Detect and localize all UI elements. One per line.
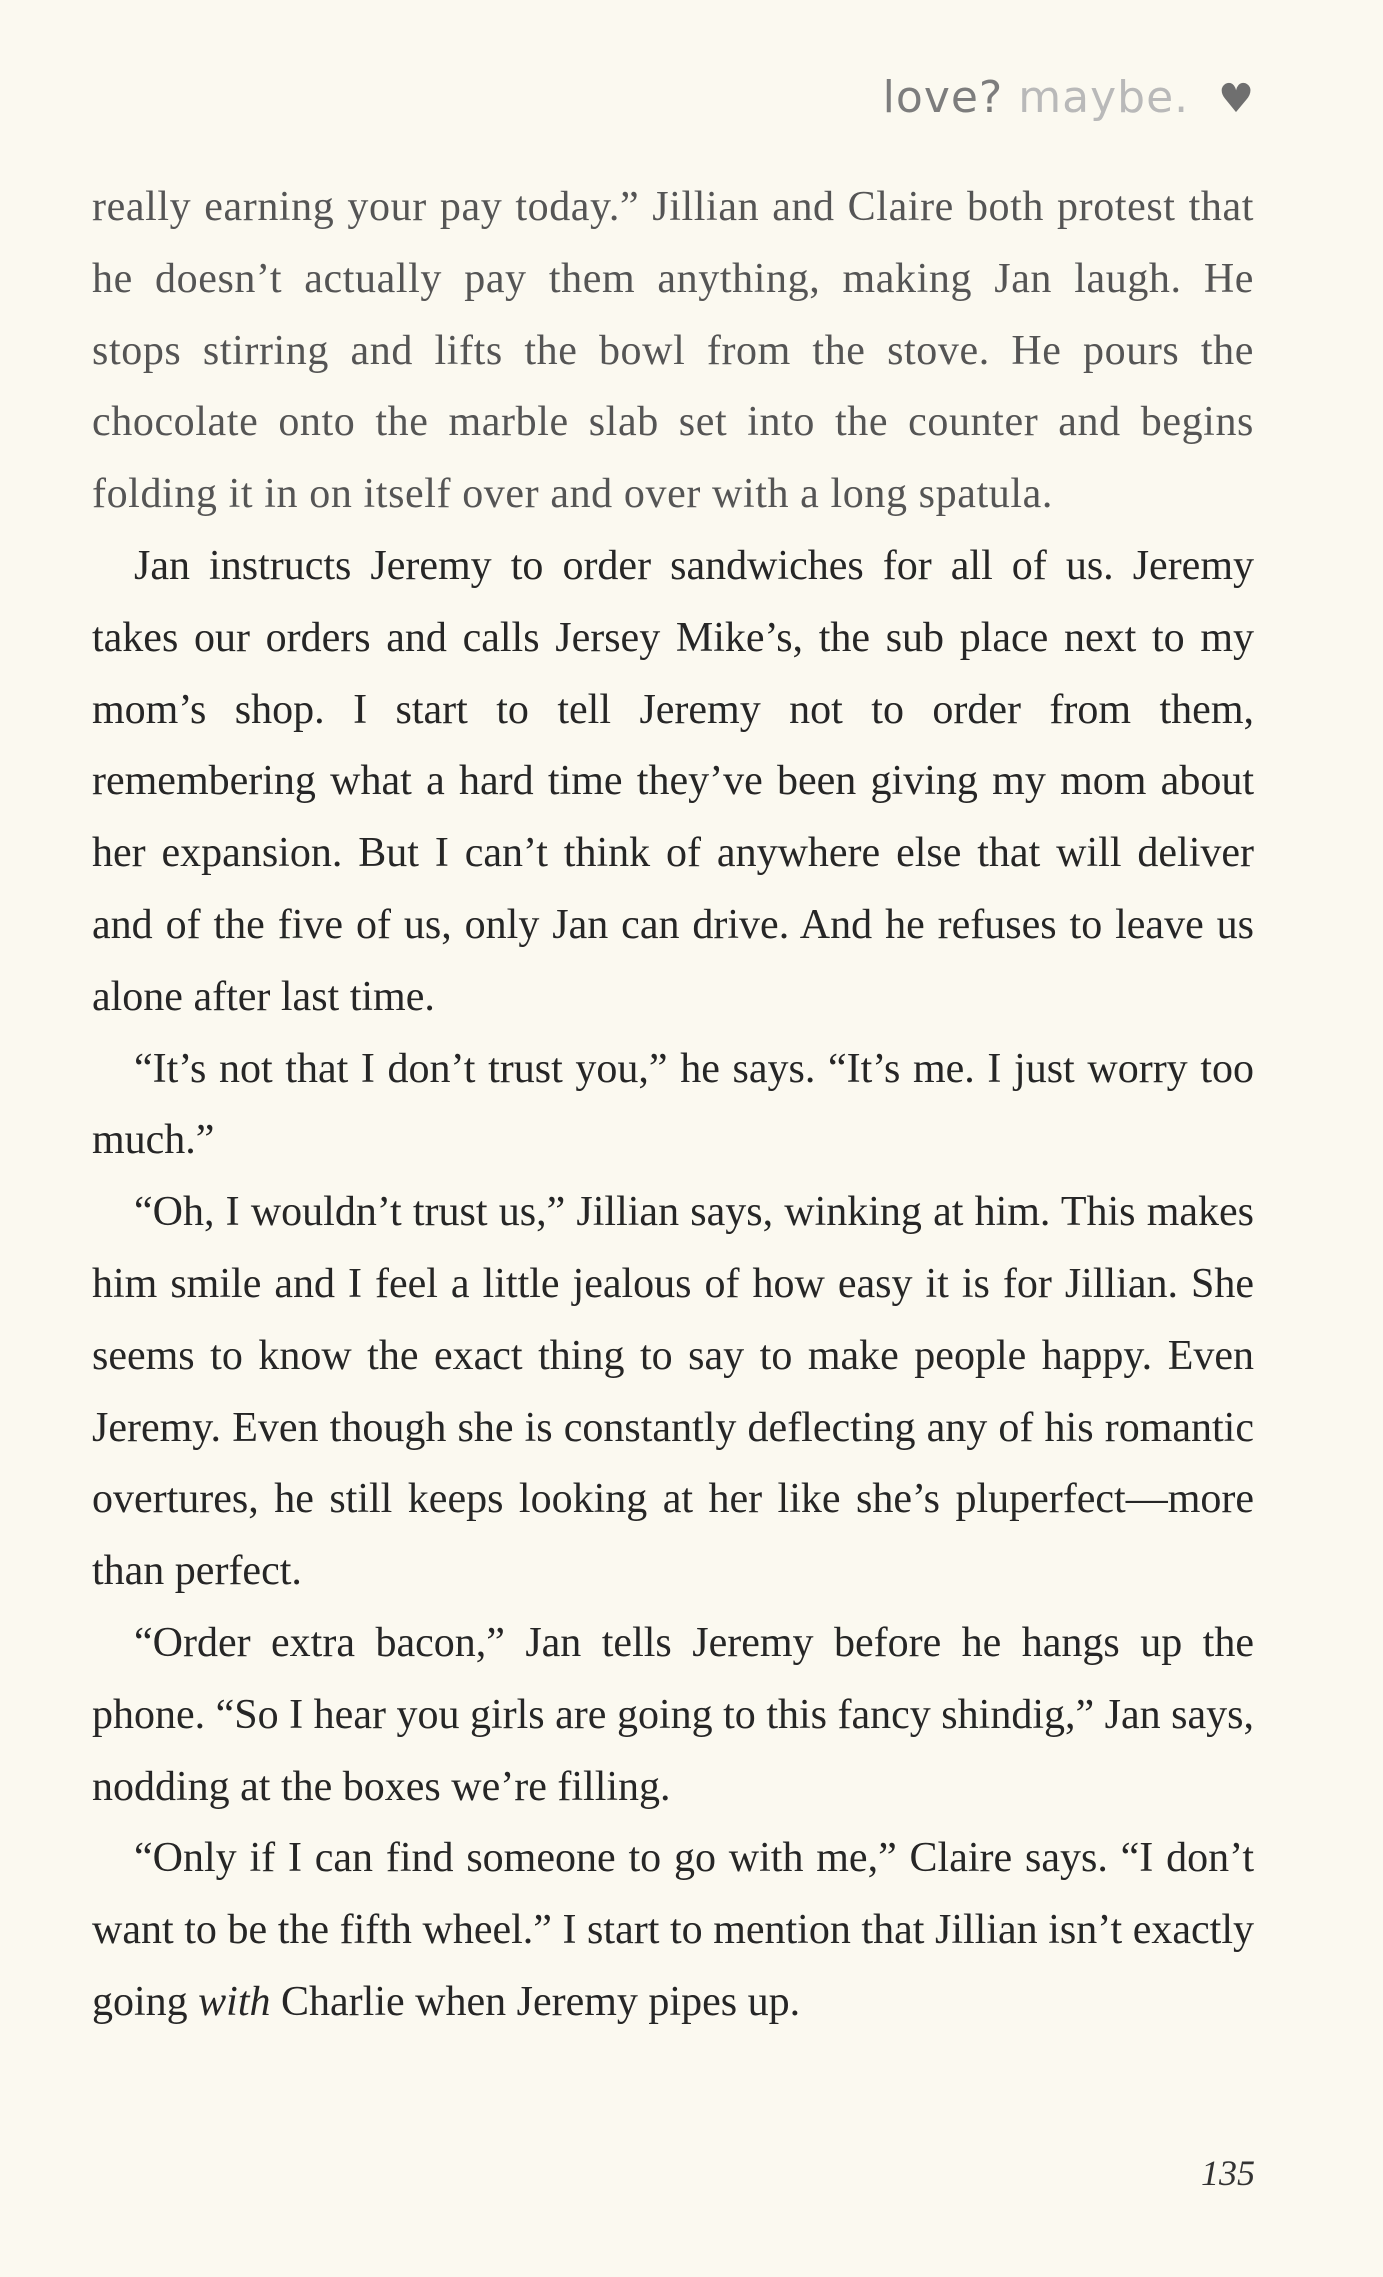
paragraph-6-text-a: “Only if I can find someone to go with me,” Claire says. “I don’t want to be the fifth wheel.” I start to mention that Jillian isn’t exactly going <box>92 1835 1254 2025</box>
paragraph-6 <box>92 1823 1254 2038</box>
paragraph-3: “It’s not that I don’t trust you,” he says. “It’s me. I just worry too much.” <box>92 1045 1254 1164</box>
running-head <box>883 72 1255 123</box>
page-number: 135 <box>1201 2153 1255 2193</box>
paragraph-6-italic: with <box>198 1978 271 2025</box>
paragraph-2: Jan instructs Jeremy to order sandwiches for all of us. Jeremy takes our orders and calls Jersey Mike’s, the sub place next to my mom’s shop. I start to tell Jeremy not to order from them, remembering what a hard time they’ve been giving my mom about her expansion. But I can’t think of anywhere else that will deliver and of the five of us, only Jan can drive. And he refuses to leave us alone after last time. <box>92 542 1254 1020</box>
paragraph-1: really earning your pay today.” Jillian and Claire both protest that he doesn’t actually pay them anything, making Jan laugh. He stops stirring and lifts the bowl from the stove. He pours the chocolate onto the marble slab set into the counter and begins folding it in on itself over and over with a long spatula. <box>92 184 1254 518</box>
running-head-maybe: maybe. <box>1018 72 1190 123</box>
paragraph-5: “Order extra bacon,” Jan tells Jeremy before he hangs up the phone. “So I hear you girls are going to this fancy shindig,” Jan says, nodding at the boxes we’re filling. <box>92 1619 1254 1810</box>
running-head-love: love? <box>882 72 1004 123</box>
paragraph-4: “Oh, I wouldn’t trust us,” Jillian says, winking at him. This makes him smile and I feel a little jealous of how easy it is for Jillian. She seems to know the exact thing to say to make people happy. Even Jeremy. Even though she is constantly deflecting any of his romantic overtures, he still keeps looking at her like she’s pluperfect—more than perfect. <box>92 1189 1254 1595</box>
heart-icon: ♥ <box>1218 76 1255 122</box>
body-text <box>92 172 1254 2039</box>
paragraph-6-text-b: Charlie when Jeremy pipes up. <box>270 1978 801 2025</box>
